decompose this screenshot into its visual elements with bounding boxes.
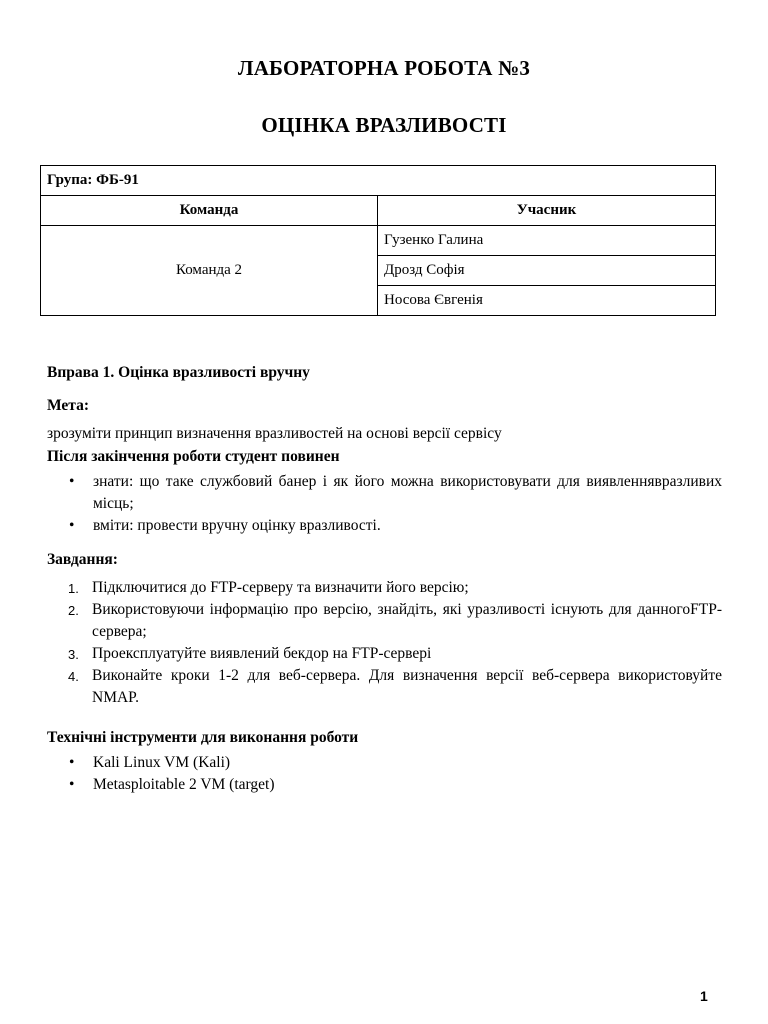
team-name-cell: Команда 2 <box>41 226 378 316</box>
tools-list <box>47 752 722 796</box>
tasks-list <box>47 577 722 709</box>
group-cell: Група: ФБ-91 <box>41 166 716 196</box>
member-cell: Дрозд Софія <box>378 256 716 286</box>
page-number: 1 <box>700 988 708 1004</box>
document-title: ЛАБОРАТОРНА РОБОТА №3 <box>237 56 531 80</box>
goal-text: зрозуміти принцип визначення вразливостей на основі версії сервісу <box>47 425 502 442</box>
team-table <box>40 165 716 316</box>
after-label: Після закінчення роботи студент повинен <box>47 448 340 465</box>
team-column-header: Команда <box>41 196 378 226</box>
bullet-icon: • <box>69 776 75 793</box>
bullet-icon: • <box>69 517 75 534</box>
tasks-label: Завдання: <box>47 551 118 568</box>
goal-label: Мета: <box>47 397 90 414</box>
after-list <box>47 471 722 537</box>
task-number: 4. <box>68 669 79 684</box>
bullet-icon: • <box>69 754 75 771</box>
list-item: 3. Проексплуатуйте виявлений бекдор на FTP-сервері <box>47 643 722 665</box>
member-column-header: Учасник <box>378 196 716 226</box>
tools-label: Технічні інструменти для виконання роботи <box>47 729 359 746</box>
member-cell: Гузенко Галина <box>378 226 716 256</box>
member-cell: Носова Євгенія <box>378 286 716 316</box>
bullet-icon: • <box>69 473 75 490</box>
list-item: • знати: що таке службовий банер і як його можна використовувати для виявленнявразливих місць; <box>69 473 722 512</box>
list-item: 2. Використовуючи інформацію про версію, знайдіть, які уразливості існують для данногоFTP-сервера; <box>68 601 722 640</box>
task-number: 1. <box>68 581 79 596</box>
list-item: • Kali Linux VM (Kali) <box>47 752 722 774</box>
task-number: 2. <box>68 603 79 618</box>
task-number: 3. <box>68 647 79 662</box>
list-item: 1. Підключитися до FTP-серверу та визначити його версію; <box>47 577 722 599</box>
list-item: • Metasploitable 2 VM (target) <box>47 774 722 796</box>
list-item: 4. Виконайте кроки 1-2 для веб-сервера. Для визначення версії веб-сервера використовуйте NMAP. <box>68 667 722 706</box>
document-subtitle: ОЦІНКА ВРАЗЛИВОСТІ <box>261 113 507 137</box>
exercise-heading: Вправа 1. Оцінка вразливості вручну <box>47 364 310 381</box>
list-item: • вміти: провести вручну оцінку вразливості. <box>47 515 722 537</box>
